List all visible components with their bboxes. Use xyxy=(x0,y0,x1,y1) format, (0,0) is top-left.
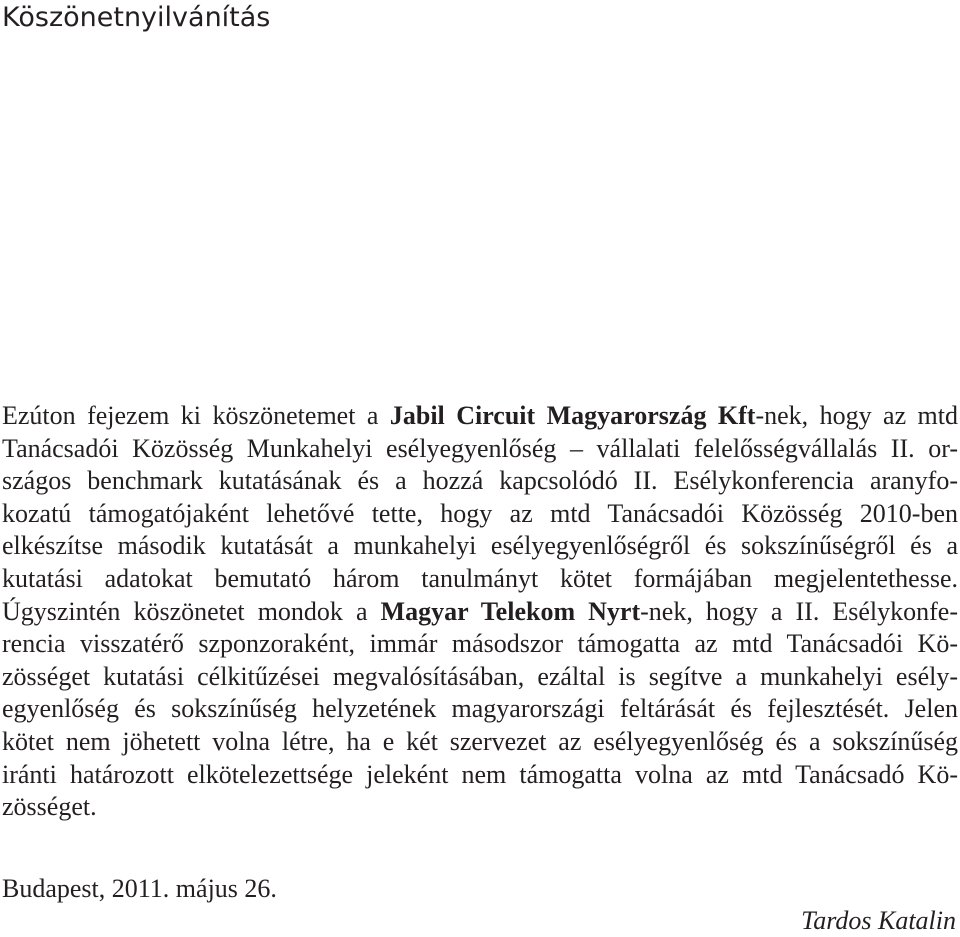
paragraph-line: kutatási adatokat bemutató három tanulmányt kötet formájában megjelentethesse. xyxy=(2,563,958,593)
author-signature: Tardos Katalin xyxy=(801,906,956,935)
paragraph-line: zösséget kutatási célkitűzései megvalósításában, ezáltal is segítve a munkahelyi esély- xyxy=(2,661,958,691)
paragraph-line: kötet nem jöhetett volna létre, ha e két szervezet az esélyegyenlőség és a sokszínűség xyxy=(2,726,958,756)
acknowledgement-paragraph xyxy=(2,400,958,824)
paragraph-line: iránti határozott elkötelezettsége jeleként nem támogatta volna az mtd Tanácsadó Kö- xyxy=(2,759,958,789)
page-title: Köszönetnyilvánítás xyxy=(2,2,271,33)
paragraph-line: szágos benchmark kutatásának és a hozzá kapcsolódó II. Esélykonferencia aranyfo- xyxy=(2,466,958,496)
paragraph-line: elkészítse második kutatását a munkahelyi esélyegyenlőségről és sokszínűségről és a xyxy=(2,531,958,561)
paragraph-line: zösséget. xyxy=(2,792,97,822)
paragraph-line: kozatú támogatójaként lehetővé tette, hogy az mtd Tanácsadói Közösség 2010-ben xyxy=(2,498,958,528)
sponsor-name-jabil: Jabil Circuit Magyarország Kft xyxy=(389,401,756,430)
paragraph-line: Tanácsadói Közösség Munkahelyi esélyegyenlőség – vállalati felelősségvállalás II. or- xyxy=(2,433,958,463)
paragraph-line: rencia visszatérő szponzoraként, immár másodszor támogatta az mtd Tanácsadói Kö- xyxy=(2,629,958,659)
paragraph-line: Úgyszintén köszönetet mondok a Magyar Telekom Nyrt-nek, hogy a II. Esélykonfe- xyxy=(2,596,958,626)
paragraph-line: Ezúton fejezem ki köszönetemet a Jabil Circuit Magyarország Kft-nek, hogy az mtd xyxy=(2,401,959,430)
date-line: Budapest, 2011. május 26. xyxy=(2,874,277,903)
sponsor-name-telekom: Magyar Telekom Nyrt xyxy=(380,596,641,626)
paragraph-line: egyenlőség és sokszínűség helyzetének magyarországi feltárását és fejlesztését. Jelen xyxy=(2,694,958,724)
